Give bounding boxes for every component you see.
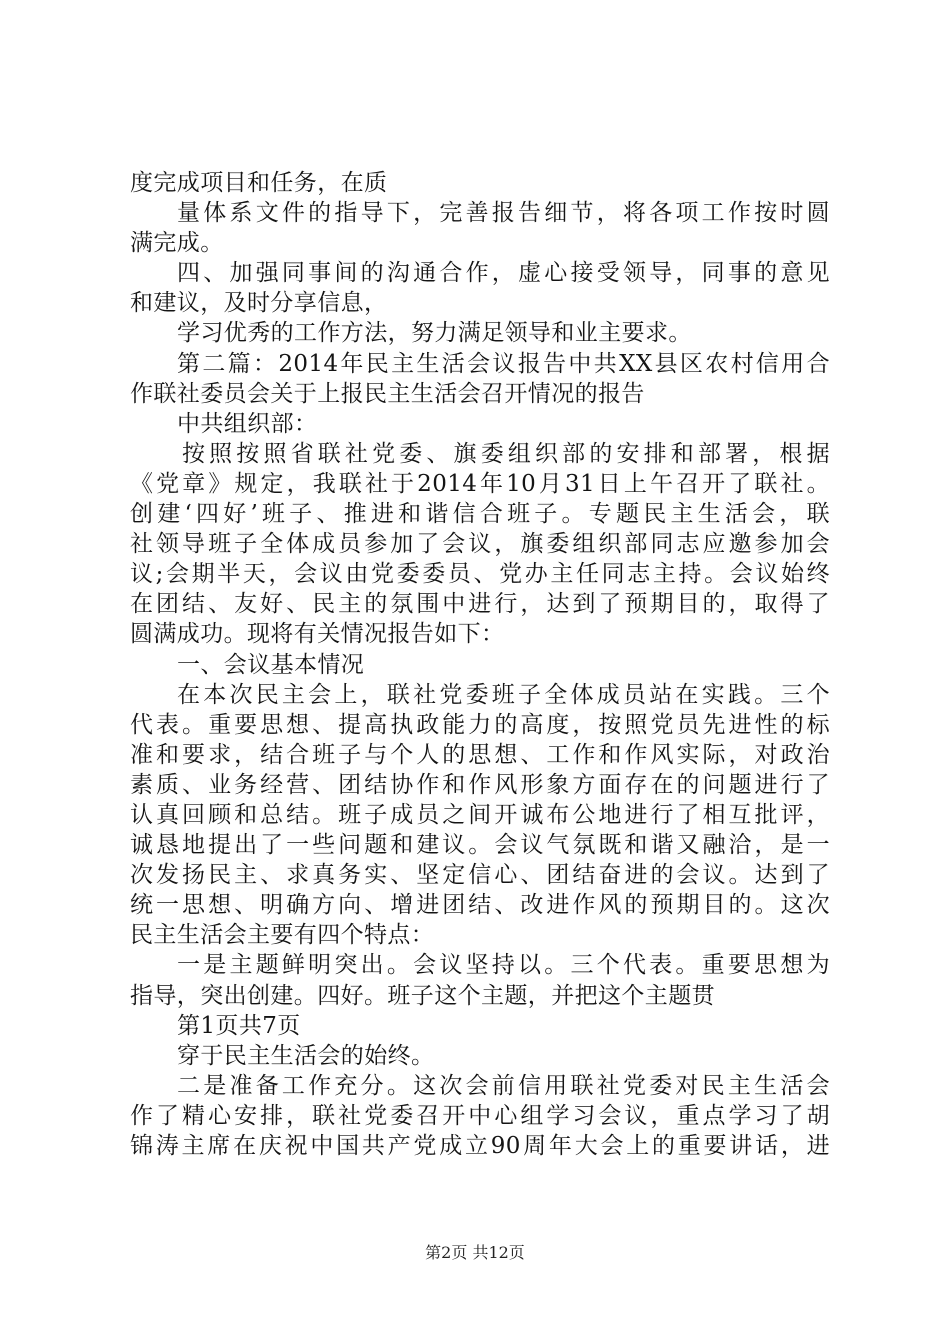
text-line: 指导，突出创建。四好。班子这个主题，并把这个主题贯: [130, 982, 715, 1009]
text-line: 四、加强同事间的沟通合作，虚心接受领导，同事的意见: [177, 260, 830, 287]
text-line: 锦涛主席在庆祝中国共产党成立90周年大会上的重要讲话，进: [130, 1133, 830, 1159]
text-line: 度完成项目和任务，在质: [130, 170, 388, 196]
text-line: 二是准备工作充分。这次会前信用联社党委对民主生活会: [177, 1072, 830, 1099]
text-line: 作了精心安排，联社党委召开中心组学习会议，重点学习了胡: [130, 1102, 830, 1129]
text-line: 在本次民主会上，联社党委班子全体成员站在实践。三个: [177, 681, 830, 708]
text-line: 量体系文件的指导下，完善报告细节，将各项工作按时圆: [177, 200, 830, 227]
text-line: 和建议，及时分享信息，: [130, 290, 388, 317]
page-footer: 第2页 共12页: [425, 1243, 525, 1262]
text-line: 社领导班子全体成员参加了会议，旗委组织部同志应邀参加会: [130, 531, 830, 558]
text-line: 认真回顾和总结。班子成员之间开诚布公地进行了相互批评，: [130, 801, 830, 828]
text-line: 圆满成功。现将有关情况报告如下：: [130, 621, 505, 648]
text-line: 穿于民主生活会的始终。: [177, 1042, 435, 1069]
salutation: 中共组织部：: [177, 410, 318, 437]
text-line: 学习优秀的工作方法，努力满足领导和业主要求。: [177, 320, 692, 347]
inline-page-marker: 第1页共7页: [177, 1012, 301, 1039]
text-line: 《党章》规定，我联社于2014年10月31日上午召开了联社。: [130, 470, 830, 497]
text-line: 诚恳地提出了一些问题和建议。会议气氛既和谐又融洽，是一: [130, 832, 830, 859]
text-line: 满完成。: [130, 230, 224, 257]
text-line: 在团结、友好、民主的氛围中进行，达到了预期目的，取得了: [130, 591, 830, 618]
text-line: 民主生活会主要有四个特点：: [130, 922, 435, 949]
text-line: 统一思想、明确方向、增进团结、改进作风的预期目的。这次: [130, 892, 830, 919]
text-line: 创建‘四好’班子、推进和谐信合班子。专题民主生活会，联: [130, 501, 830, 528]
section-heading-line: 作联社委员会关于上报民主生活会召开情况的报告: [130, 380, 645, 407]
text-line: 代表。重要思想、提高执政能力的高度，按照党员先进性的标: [130, 711, 830, 738]
document-body: [130, 168, 830, 1161]
text-line: 按照按照省联社党委、旗委组织部的安排和部署，根据: [182, 440, 830, 467]
text-line: 素质、业务经营、团结协作和作风形象方面存在的问题进行了: [130, 771, 830, 798]
text-line: 议;会期半天，会议由党委委员、党办主任同志主持。会议始终: [130, 561, 830, 588]
subsection-heading: 一、会议基本情况: [177, 651, 365, 678]
text-line: 次发扬民主、求真务实、坚定信心、团结奋进的会议。达到了: [130, 862, 830, 889]
text-line: 准和要求，结合班子与个人的思想、工作和作风实际，对政治: [130, 741, 830, 768]
section-heading-line: 第二篇：2014年民主生活会议报告中共XX县区农村信用合: [177, 350, 830, 377]
text-line: 一是主题鲜明突出。会议坚持以。三个代表。重要思想为: [177, 952, 830, 979]
